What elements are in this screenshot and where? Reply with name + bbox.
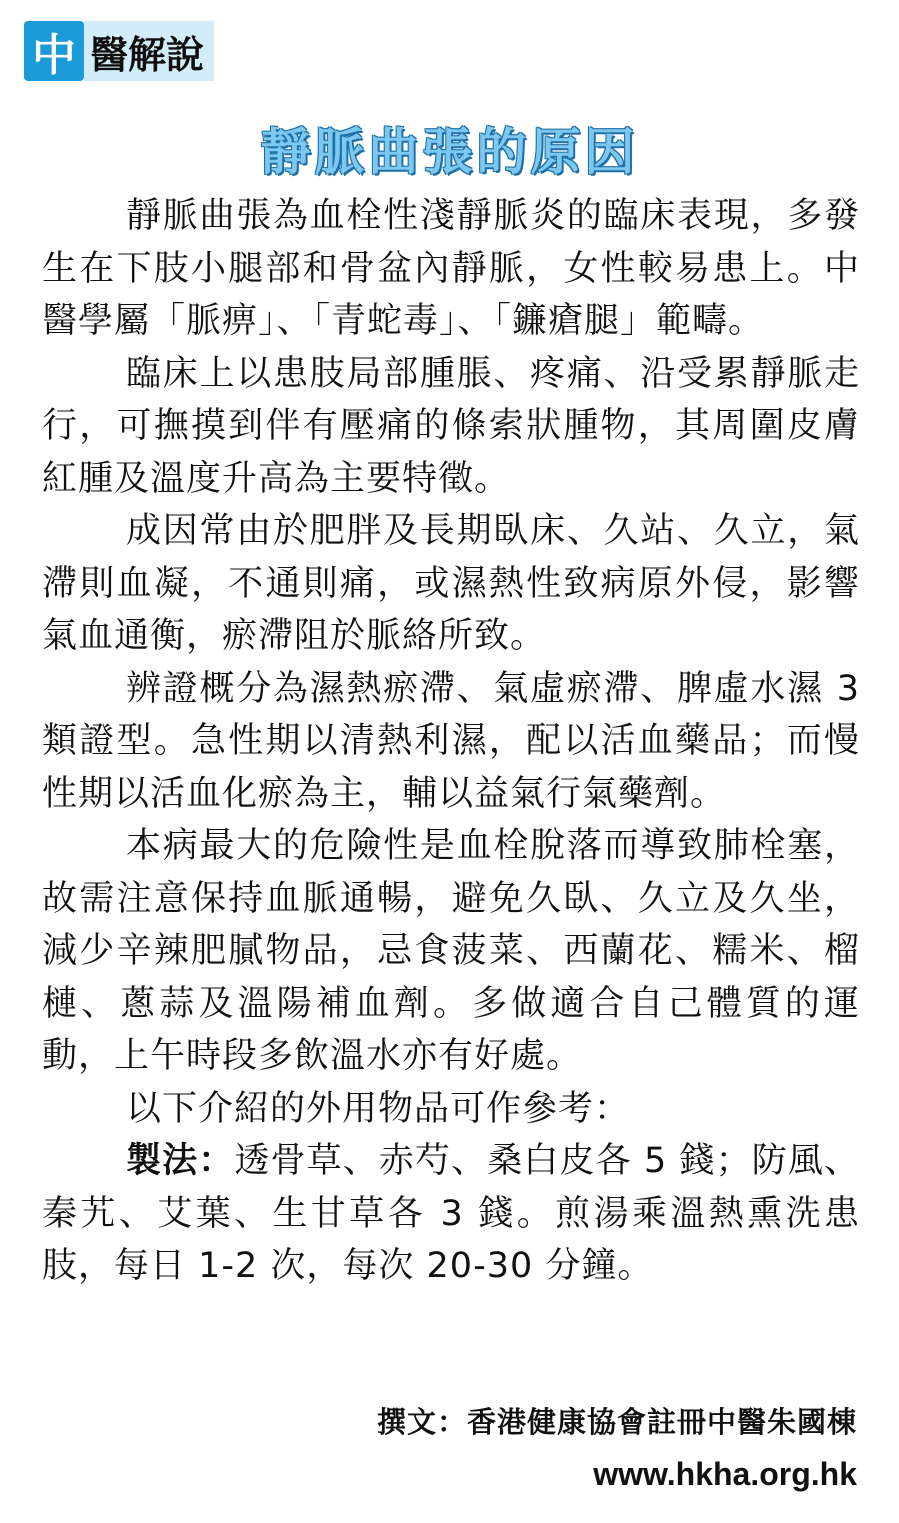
- author-credit: 撰文：香港健康協會註冊中醫朱國棟: [376, 1405, 857, 1439]
- paragraph: 以下介紹的外用物品可作參考：: [126, 1088, 631, 1129]
- paragraph: 辨證概分為濕熱瘀滯、氣虛瘀滯、脾虛水濕 3 類證型。急性期以清熱利濕，配以活血藥品；而慢性期以活血化瘀為主，輔以益氣行氣藥劑。: [42, 668, 860, 814]
- column-header: [24, 18, 214, 84]
- article-body: [42, 190, 860, 1293]
- column-badge: 中: [24, 21, 84, 81]
- method-label: 製法：: [126, 1141, 235, 1181]
- paragraph: 本病最大的危險性是血栓脫落而導致肺栓塞，故需注意保持血脈通暢，避免久臥、久立及久坐，減少辛辣肥膩物品，忌食菠菜、西蘭花、糯米、榴槤、蔥蒜及溫陽補血劑。多做適合自己體質的運動，上午時段多飲溫水亦有好處。: [42, 826, 860, 1076]
- article-title: 靜脈曲張的原因: [260, 123, 639, 181]
- website-link[interactable]: www.hkha.org.hk: [593, 1456, 857, 1492]
- paragraph: 臨床上以患肢局部腫脹、疼痛、沿受累靜脈走行，可撫摸到伴有壓痛的條索狀腫物，其周圍皮膚紅腫及溫度升高為主要特徵。: [42, 353, 860, 499]
- method-paragraph: [42, 1135, 860, 1293]
- paragraph: 靜脈曲張為血栓性淺靜脈炎的臨床表現，多發生在下肢小腿部和骨盆內靜脈，女性較易患上。中醫學屬「脈痹」、「青蛇毒」、「鐮瘡腿」範疇。: [42, 196, 860, 341]
- paragraph: 成因常由於肥胖及長期臥床、久站、久立，氣滯則血凝，不通則痛，或濕熱性致病原外侵，影響氣血通衡，瘀滯阻於脈絡所致。: [42, 511, 860, 656]
- column-name: 醫解說: [84, 21, 214, 81]
- method-text: 透骨草、赤芍、桑白皮各 5 錢；防風、秦艽、艾葉、生甘草各 3 錢。煎湯乘溫熱熏洗患肢，每日 1-2 次，每次 20-30 分鐘。: [42, 1141, 860, 1286]
